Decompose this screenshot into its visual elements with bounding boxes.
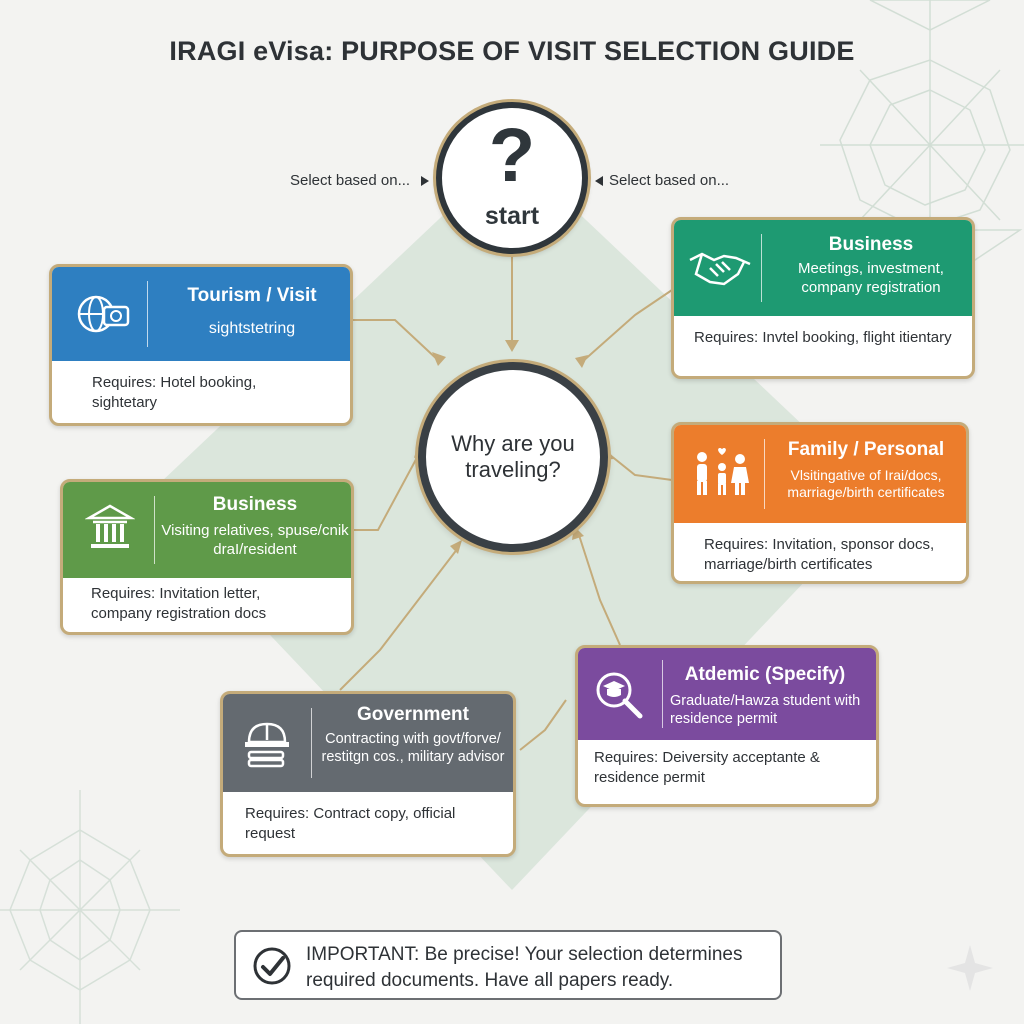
- start-label: start: [484, 202, 540, 230]
- arrow-right-small: [421, 176, 429, 186]
- bank-building-icon: [85, 502, 135, 552]
- card-divider: [764, 439, 765, 509]
- start-node: [436, 102, 588, 254]
- select-label-left: Select based on...: [290, 172, 411, 189]
- card-tourism-desc: sightstetring: [208, 320, 296, 337]
- card-business-left-desc: Visiting relatives, spuse/cnik draI/resident: [161, 522, 349, 558]
- card-divider: [761, 234, 762, 302]
- card-business-top[interactable]: [671, 217, 975, 379]
- card-divider: [154, 496, 155, 564]
- card-business-left-header: [63, 482, 351, 578]
- card-tourism-title: Tourism / Visit: [187, 285, 317, 306]
- sparkle-icon: [947, 945, 993, 991]
- card-business-left[interactable]: [60, 479, 354, 635]
- globe-camera-icon: [74, 289, 132, 339]
- hardhat-icon: [241, 718, 293, 770]
- handshake-icon: [688, 248, 752, 288]
- center-question-node: Why are you traveling?: [418, 362, 608, 552]
- card-academic[interactable]: [575, 645, 879, 807]
- card-family-desc: Vlsitingative of Irai/docs, marriage/birth certificates: [787, 467, 945, 500]
- page-title: IRAGI eVisa: PURPOSE OF VISIT SELECTION GUIDE: [169, 36, 855, 66]
- select-label-right: Select based on...: [609, 172, 730, 189]
- card-business-left-requirements: Requires: Invitation letter, company registration docs: [91, 585, 267, 622]
- card-government-desc: Contracting with govt/forve/ restitgn cos., military advisor: [321, 731, 505, 766]
- card-business-top-title: Business: [828, 234, 914, 255]
- decorative-pattern-bottom-left: [0, 790, 180, 1024]
- card-business-top-header: [674, 220, 972, 316]
- card-tourism-header: [52, 267, 350, 361]
- arrow-left-small: [595, 176, 603, 186]
- card-business-top-requirements: Requires: Invtel booking, flight itientary: [694, 329, 952, 346]
- card-academic-header: [578, 648, 876, 740]
- card-family[interactable]: [671, 422, 969, 584]
- graduation-magnifier-icon: [592, 668, 646, 722]
- card-tourism-requirements: Requires: Hotel booking, sightetary: [92, 374, 257, 411]
- card-divider: [662, 660, 663, 728]
- card-academic-requirements: Requires: Deiversity acceptante & residence permit: [594, 749, 820, 786]
- card-divider: [311, 708, 312, 778]
- card-family-requirements: Requires: Invitation, sponsor docs, marriage/birth certificates: [704, 536, 935, 573]
- card-academic-desc: Graduate/Hawza student with residence permit: [670, 693, 861, 728]
- card-government[interactable]: [220, 691, 516, 857]
- card-government-requirements: Requires: Contract copy, official request: [245, 805, 456, 842]
- card-academic-title: Atdemic (Specify): [684, 664, 846, 685]
- card-government-title: Government: [357, 704, 469, 725]
- important-notice: [234, 930, 782, 1000]
- question-mark-icon: ?: [488, 113, 536, 198]
- card-business-left-title: Business: [212, 494, 298, 515]
- checkmark-circle-icon: [252, 946, 292, 991]
- card-government-header: [223, 694, 513, 792]
- important-text: IMPORTANT: Be precise! Your selection determines required documents. Have all papers ready.: [306, 944, 743, 991]
- card-tourism[interactable]: [49, 264, 353, 426]
- card-family-header: [674, 425, 966, 523]
- card-family-title: Family / Personal: [787, 439, 945, 460]
- card-divider: [147, 281, 148, 347]
- family-icon: [688, 447, 754, 497]
- card-business-top-desc: Meetings, investment, company registration: [798, 260, 944, 296]
